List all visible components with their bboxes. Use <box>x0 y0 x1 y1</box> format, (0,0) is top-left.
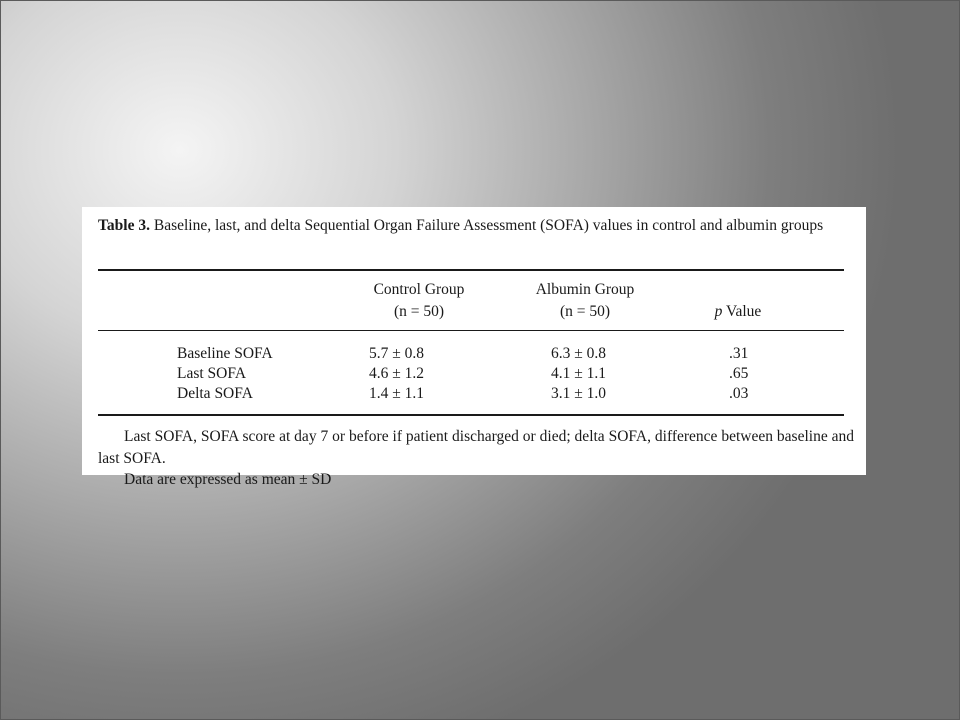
row-label: Baseline SOFA <box>177 345 273 362</box>
header-control-label: Control Group <box>373 281 465 298</box>
header-p-value <box>688 301 788 323</box>
header-albumin-group <box>510 279 660 323</box>
row-control-value: 5.7 ± 0.8 <box>369 345 425 362</box>
table-caption <box>98 215 854 237</box>
header-albumin-label: Albumin Group <box>535 281 635 298</box>
table-number: Table 3. <box>98 217 150 234</box>
table-row <box>82 384 866 404</box>
table-footnote: Last SOFA, SOFA score at day 7 or before if patient discharged or died; delta SOFA, difference between baseline and last SOFA. <box>98 428 854 467</box>
table-row <box>82 344 866 364</box>
bottom-rule <box>98 414 844 416</box>
table-image <box>82 207 866 488</box>
row-albumin-value: 3.1 ± 1.0 <box>551 385 607 402</box>
header-p-italic: p <box>714 303 723 320</box>
row-albumin-value: 4.1 ± 1.1 <box>551 365 607 382</box>
header-control-group <box>344 279 494 323</box>
table-title: Baseline, last, and delta Sequential Organ Failure Assessment (SOFA) values in control and albumin groups <box>149 217 824 234</box>
row-label: Last SOFA <box>177 365 247 382</box>
row-albumin-value: 6.3 ± 0.8 <box>551 345 607 362</box>
top-rule <box>98 269 844 271</box>
row-control-value: 4.6 ± 1.2 <box>369 365 425 382</box>
row-p-value: .31 <box>729 345 749 362</box>
header-p-rest: Value <box>722 303 762 320</box>
truncated-footnote-line: Data are expressed as mean ± SD <box>124 471 332 488</box>
row-control-value: 1.4 ± 1.1 <box>369 385 425 402</box>
table-row <box>82 364 866 384</box>
row-label: Delta SOFA <box>177 385 253 402</box>
row-p-value: .03 <box>729 385 749 402</box>
header-control-n: (n = 50) <box>393 303 445 320</box>
header-albumin-n: (n = 50) <box>559 303 611 320</box>
row-p-value: .65 <box>729 365 749 382</box>
header-rule <box>98 330 844 331</box>
